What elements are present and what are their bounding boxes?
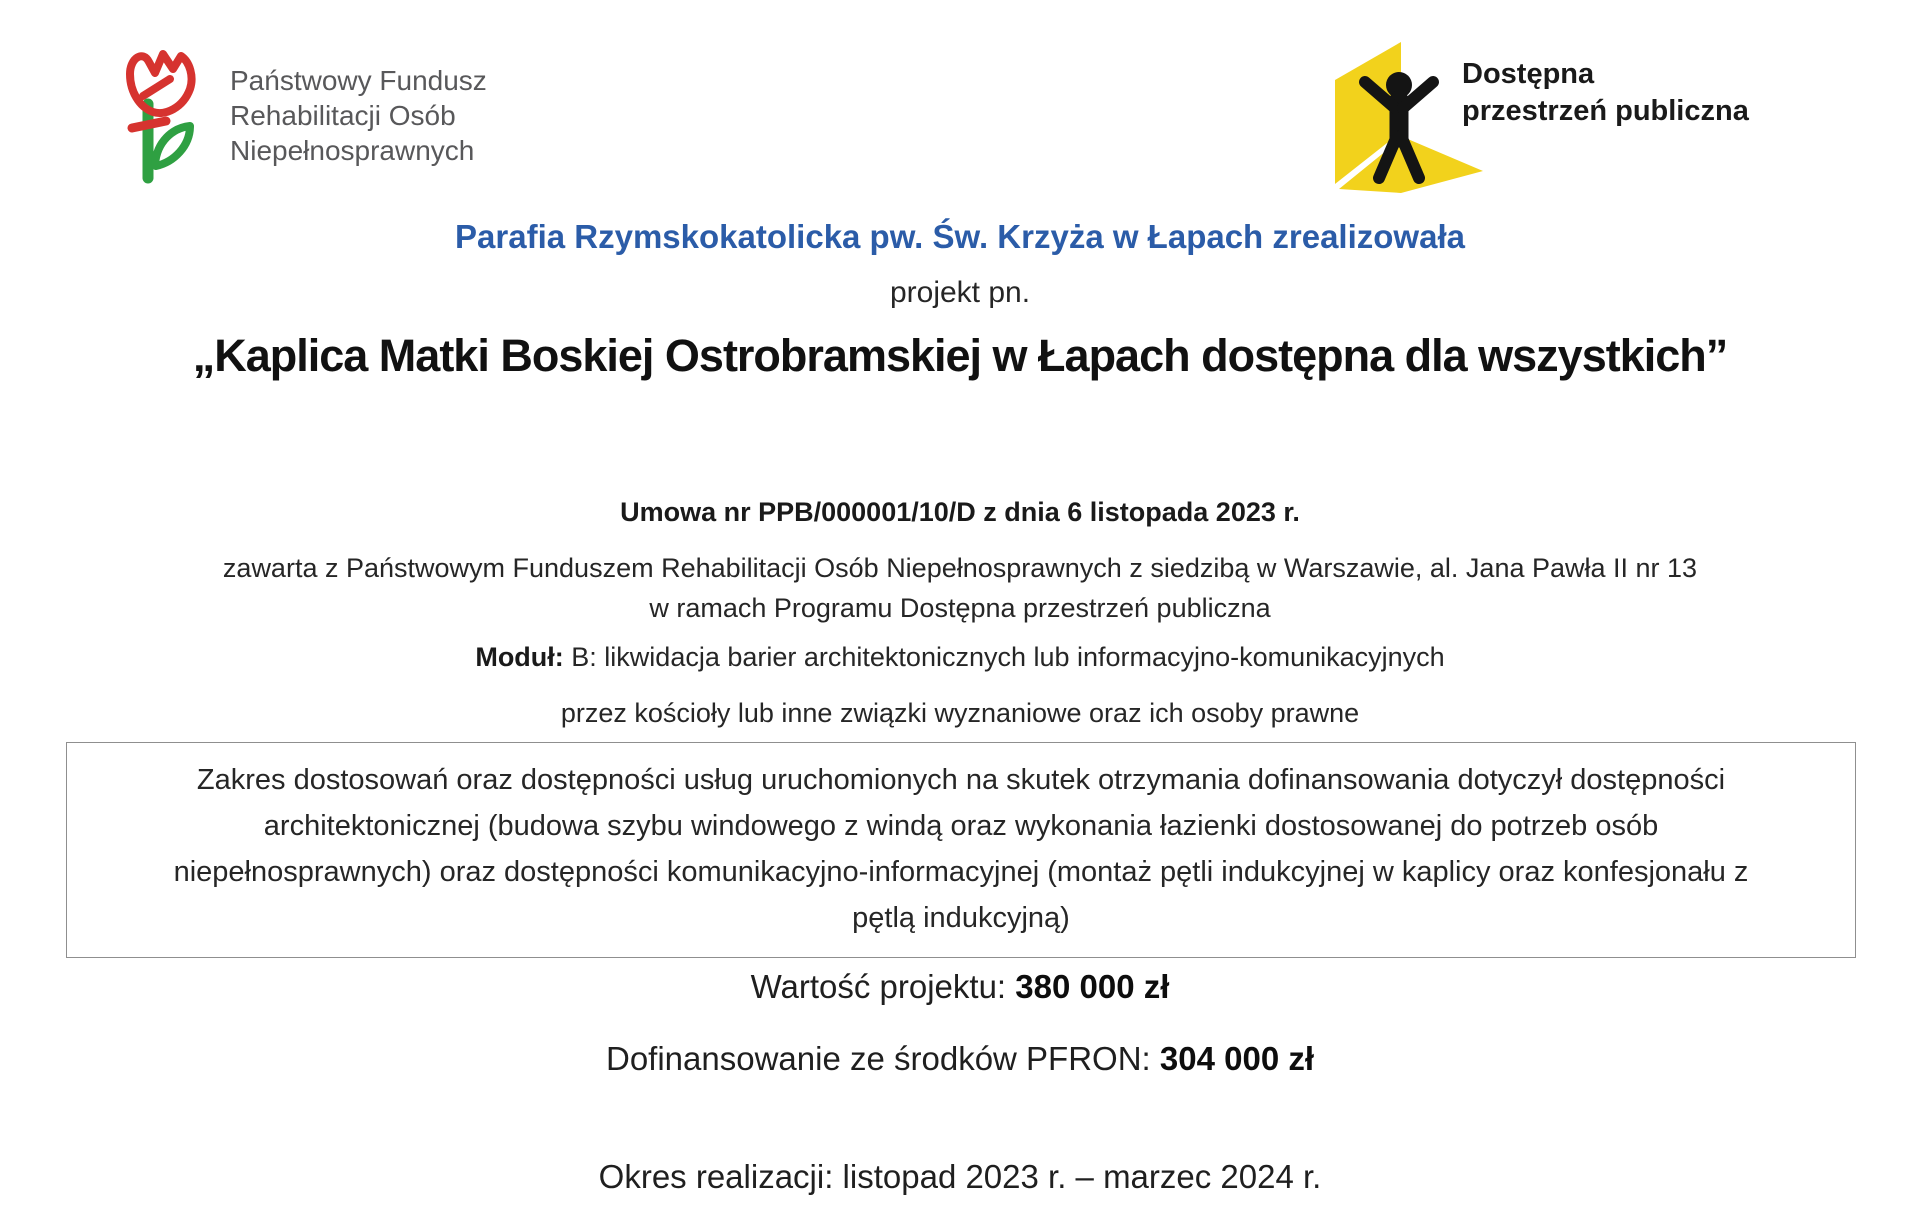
scope-line: Zakres dostosowań oraz dostępności usług uruchomionych na skutek otrzymania dofinansowania dotyczył dostępności [196, 764, 1726, 796]
contract-line: zawarta z Państwowym Funduszem Rehabilitacji Osób Niepełnosprawnych z siedzibą w Warszawie, al. Jana Pawła II nr 13 [222, 553, 1698, 583]
agreement-number: Umowa nr PPB/000001/10/D z dnia 6 listopada 2023 r. [620, 497, 1300, 527]
realization-period: Okres realizacji: listopad 2023 r. – marzec 2024 r. [598, 1158, 1322, 1195]
scope-line: niepełnosprawnych) oraz dostępności komunikacyjno-informacyjnej (montaż pętli indukcyjnej w kaplicy oraz konfesjonału z [173, 856, 1749, 888]
pfron-text-line: Państwowy Fundusz [230, 65, 487, 96]
module-label: Moduł: [475, 642, 564, 672]
project-title: „Kaplica Matki Boskiej Ostrobramskiej w Łapach dostępna dla wszystkich” [192, 330, 1728, 381]
dpp-text-line: Dostępna [1462, 58, 1595, 90]
pfron-tulip-icon [108, 42, 212, 189]
scope-box [66, 742, 1856, 958]
pfron-logo-text [230, 63, 487, 168]
project-value-line [0, 968, 1920, 1006]
funding-line [0, 1040, 1920, 1078]
contract-line: w ramach Programu Dostępna przestrzeń publiczna [649, 593, 1271, 623]
scope-line: pętlą indukcyjną) [852, 902, 1070, 934]
parish-heading: Parafia Rzymskokatolicka pw. Św. Krzyża w Łapach zrealizowała [455, 218, 1465, 255]
scope-line: architektonicznej (budowa szybu windowego z windą oraz wykonania łazienki dostosowanej do potrzeb osób [263, 810, 1659, 842]
module-line [0, 642, 1920, 673]
contract-details [0, 548, 1920, 628]
dpp-text-line: przestrzeń publiczna [1462, 95, 1749, 127]
pfron-text-line: Niepełnosprawnych [230, 135, 475, 166]
dpp-logo-text [1462, 56, 1749, 130]
funding-amount: 304 000 zł [1159, 1040, 1315, 1077]
project-label: projekt pn. [889, 276, 1031, 309]
project-value-amount: 380 000 zł [1015, 968, 1170, 1005]
module-line-2: przez kościoły lub inne związki wyznaniowe oraz ich osoby prawne [560, 698, 1360, 728]
project-value-label: Wartość projektu: [750, 968, 1016, 1005]
pfron-logo [108, 42, 487, 189]
module-text: B: likwidacja barier architektonicznych lub informacyjno-komunikacyjnych [563, 642, 1445, 672]
funding-label: Dofinansowanie ze środków PFRON: [605, 1040, 1160, 1077]
pfron-text-line: Rehabilitacji Osób [230, 100, 456, 131]
